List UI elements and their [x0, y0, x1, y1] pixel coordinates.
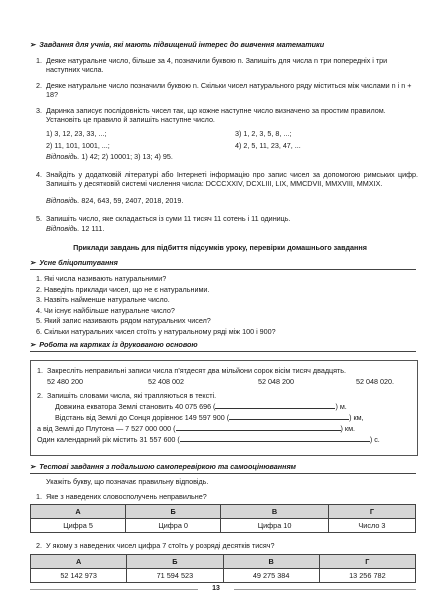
option-letter: Г [328, 505, 415, 519]
option-letter: А [31, 505, 126, 519]
answer-blank[interactable] [180, 435, 370, 442]
section-heading-cards [30, 340, 330, 349]
arrow-bullet-icon: ➢ [30, 258, 37, 267]
answer-option[interactable]: 49 275 384 [223, 569, 319, 583]
task-text: Запишіть словами числа, які трапляються в тексті. [47, 391, 217, 400]
number-option[interactable]: 52 048 200 [258, 377, 294, 386]
fill-line: Відстань від Землі до Сонця дорівнює 149 597 900 ( ) км, [55, 413, 364, 422]
divider [30, 269, 416, 270]
answer-line [46, 196, 183, 205]
test-instruction: Укажіть букву, що позначає правильну відповідь. [46, 477, 209, 486]
answer-line [46, 224, 104, 233]
task-text: Закресліть неправильні записи числа п'ятдесят два мільйони сорок вісім тисяч двадцять. [47, 366, 347, 375]
section-title: Тестові завдання з подальшою самоперевіркою та самооцінюванням [39, 462, 297, 471]
answer-label: Відповідь. [46, 224, 80, 233]
page-number: 13 [212, 585, 220, 592]
section-title: Усне бліцопитування [39, 258, 118, 267]
question-text: Запишіть число, яке складається із суми 11 тисяч 11 сотень і 11 одиниць. [46, 214, 291, 223]
list-item: 2. Наведіть приклади чисел, що не є натуральними. [36, 284, 210, 294]
option-letter: В [221, 505, 329, 519]
answer-option[interactable]: Цифра 0 [126, 519, 221, 533]
arrow-bullet-icon: ➢ [30, 40, 37, 49]
option-letter: В [223, 555, 319, 569]
answer-blank[interactable] [229, 413, 349, 420]
divider [30, 473, 416, 474]
arrow-bullet-icon: ➢ [30, 340, 37, 349]
question-number: 2. [36, 81, 42, 90]
test-question: Яке з наведених словосполучень неправильне? [46, 492, 207, 501]
sequence-item: 3) 1, 2, 3, 5, 8, ...; [235, 129, 292, 138]
answer-label: Відповідь. [46, 196, 80, 205]
number-option[interactable]: 52 048 020. [356, 377, 394, 386]
answer-blank[interactable] [215, 402, 335, 409]
blitz-question-list [36, 274, 416, 338]
test-question: У якому з наведених чисел цифра 7 стоїть у розряді десятків тисяч? [46, 541, 275, 550]
section-title: Завдання для учнів, які мають підвищений інтерес до вивчення математики [39, 40, 325, 49]
answer-label: Відповідь. [46, 152, 80, 161]
answer-value: 12 111. [81, 224, 105, 233]
answer-option[interactable]: Цифра 5 [31, 519, 126, 533]
fill-line: а від Землі до Плутона — 7 527 000 000 ( ) км. [37, 424, 356, 433]
divider [30, 351, 416, 352]
number-option[interactable]: 52 408 002 [148, 377, 184, 386]
question-text: Знайдіть у додатковій літературі або Інтернеті інформацію про запис чисел за допомогою римських цифр. Запишіть у десятковій системі числення числа: DCCCXXIV, DCXLIII, LIX, MMCDVII, MMXVIII, MMXIX. [46, 170, 418, 188]
option-letter: Б [127, 555, 223, 569]
answer-table [30, 554, 416, 583]
list-item: 1. Які числа називають натуральними? [36, 274, 167, 283]
section-heading-advanced [30, 40, 420, 49]
answer-option[interactable]: 71 594 523 [127, 569, 223, 583]
option-letter: Б [126, 505, 221, 519]
fill-line: Довжина екватора Землі становить 40 075 696 ( ) м. [55, 402, 347, 411]
sequence-item: 1) 3, 12, 23, 33, ...; [46, 129, 107, 138]
footer-rule-left [30, 589, 198, 590]
answer-table [30, 504, 416, 533]
section-heading-blitz [30, 258, 330, 267]
question-number: 5. [36, 214, 42, 223]
option-letter: А [31, 555, 127, 569]
answer-option[interactable]: 13 256 782 [319, 569, 415, 583]
sequence-item: 2) 11, 101, 1001, ...; [46, 141, 110, 150]
number-option[interactable]: 52 480 200 [47, 377, 83, 386]
test-number: 1. [36, 492, 42, 501]
examples-heading: Приклади завдань для підбиття підсумків уроку, перевірки домашнього завдання [73, 243, 367, 252]
sequence-item: 4) 2, 5, 11, 23, 47, ... [235, 141, 301, 150]
answer-value: 1) 42; 2) 10001; 3) 13; 4) 95. [81, 152, 173, 161]
question-number: 3. [36, 106, 42, 115]
answer-option-row [31, 519, 416, 533]
task-number: 2. [37, 391, 43, 400]
question-text: Даринка записує послідовність чисел так, що кожне наступне число визначено за простим правилом. Установіть це правило й запишіть наступне число. [46, 106, 386, 124]
task-number: 1. [37, 366, 43, 375]
answer-option[interactable]: Число 3 [328, 519, 415, 533]
answer-option[interactable]: Цифра 10 [221, 519, 329, 533]
option-letter: Г [319, 555, 415, 569]
section-heading-tests [30, 462, 420, 471]
answer-value: 824, 643, 59, 2407, 2018, 2019. [81, 196, 184, 205]
answer-option-row [31, 569, 416, 583]
test-number: 2. [36, 541, 42, 550]
footer-rule-right [234, 589, 416, 590]
arrow-bullet-icon: ➢ [30, 462, 37, 471]
fill-line: Один календарний рік містить 31 557 600 ( ) с. [37, 435, 380, 444]
answer-line [46, 152, 173, 161]
answer-blank[interactable] [176, 424, 341, 431]
question-number: 1. [36, 56, 42, 65]
section-title: Робота на картках із друкованою основою [39, 340, 198, 349]
answer-header-row [31, 505, 416, 519]
list-item: 3. Назвіть найменше натуральне число. [36, 295, 170, 305]
question-text: Деяке натуральне число позначили буквою n. Скільки чисел натурального ряду міститься між числами n і n + 18? [46, 81, 412, 99]
answer-option[interactable]: 52 142 973 [31, 569, 127, 583]
question-text: Деяке натуральне число, більше за 4, позначили буквою n. Запишіть для числа n три попередніх і три наступних числа. [46, 56, 388, 74]
list-item: 4. Чи існує найбільше натуральне число? [36, 305, 175, 315]
list-item: 5. Який запис називають рядом натуральних чисел? [36, 316, 211, 326]
question-number: 4. [36, 170, 42, 179]
answer-header-row [31, 555, 416, 569]
list-item: 6. Скільки натуральних чисел стоїть у натуральному ряді між 100 і 900? [36, 326, 276, 336]
